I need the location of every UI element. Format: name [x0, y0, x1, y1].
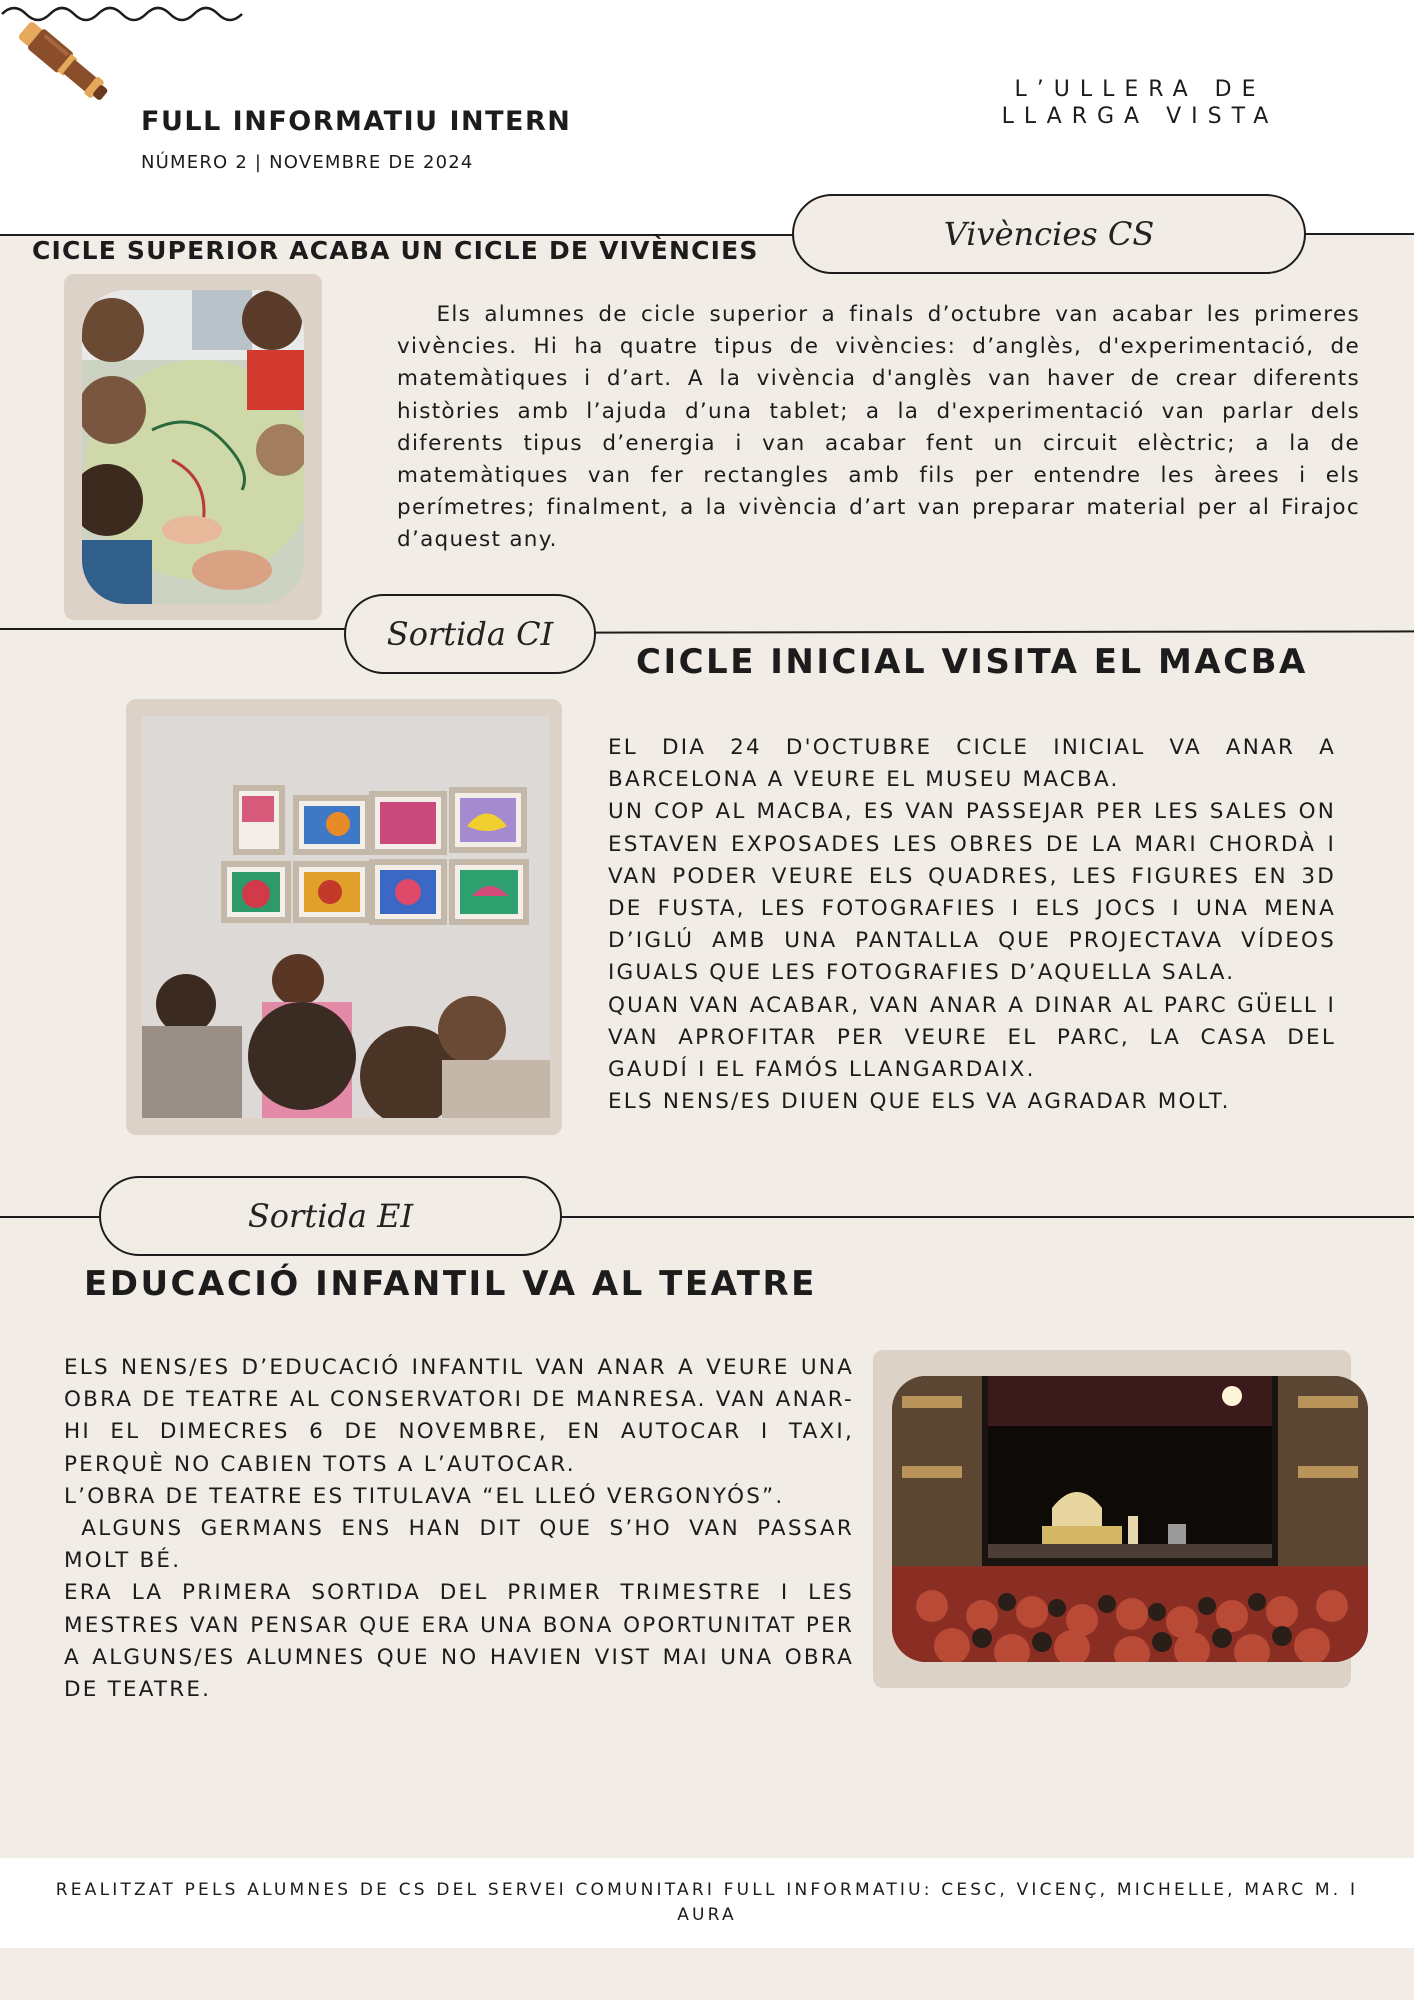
- section-3-paragraph-4: ERA LA PRIMERA SORTIDA DEL PRIMER TRIMESTRE I LES MESTRES VAN PENSAR QUE ERA UNA BONA OPORTUNITAT PER A ALGUNS/ES ALUMNES QUE NO HAVIEN VIST MAI UNA OBRA DE TEATRE.: [64, 1580, 854, 1703]
- section-3-text: [64, 1352, 864, 1706]
- brand-line-1: L’ULLERA DE: [1014, 77, 1266, 102]
- section-tag-vivencies: Vivències CS: [792, 194, 1306, 274]
- section-1-text: [397, 299, 1369, 557]
- section-rule-3-left: [0, 1216, 110, 1218]
- issue-line: NÚMERO 2 | NOVEMBRE DE 2024: [141, 152, 474, 173]
- section-tag-sortida-ei: Sortida EI: [99, 1176, 562, 1256]
- section-3-paragraph-1: ELS NENS/ES D’EDUCACIÓ INFANTIL VAN ANAR A VEURE UNA OBRA DE TEATRE AL CONSERVATORI DE MANRESA. VAN ANAR-HI EL DIMECRES 6 DE NOVEMBRE, EN AUTOCAR I TAXI, PERQUÈ NO CABIEN TOTS A L’AUTOCAR.: [64, 1355, 854, 1477]
- spyglass-icon: [8, 6, 123, 121]
- section-1-paragraph: Els alumnes de cicle superior a finals d’octubre van acabar les primeres vivències. Hi ha quatre tipus de vivències: d’anglès, d'experimentació, de matemàtiques i d’art. A la vivència d'anglès van haver de crear diferents històries amb l’ajuda d’una tablet; a la d'experimentació van parlar dels diferents tipus d’energia i van acabar fent un circuit elèctric; a la de matemàtiques van fer rectangles amb fils per entendre les àrees i els perímetres; finalment, a la vivència d’art van preparar material per al Firajoc d’aquest any.: [397, 302, 1369, 553]
- section-2-paragraph-3: QUAN VAN ACABAR, VAN ANAR A DINAR AL PARC GÜELL I VAN APROFITAR PER VEURE EL PARC, LA CASA DEL GAUDÍ I EL FAMÓS LLANGARDAIX.: [608, 992, 1336, 1083]
- section-3-paragraph-3: ALGUNS GERMANS ENS HAN DIT QUE S’HO VAN PASSAR MOLT BÉ.: [64, 1516, 864, 1574]
- section-rule-2-left: [0, 628, 350, 630]
- section-3-paragraph-2: L’OBRA DE TEATRE ES TITULAVA “EL LLEÓ VERGONYÓS”.: [64, 1483, 785, 1509]
- section-rule-3-right: [556, 1216, 1414, 1218]
- section-rule-1-right: [1300, 233, 1414, 235]
- section-2-paragraph-2: UN COP AL MACBA, ES VAN PASSEJAR PER LES SALES ON ESTAVEN EXPOSADES LES OBRES DE LA MARI CHORDÀ I VAN PODER VEURE ELS QUADRES, LES FIGURES EN 3D DE FUSTA, LES FOTOGRAFIES I ELS JOCS I UNA MENA D’IGLÚ AMB UNA PANTALLA QUE PROJECTAVA VÍDEOS IGUALS QUE LES FOTOGRAFIES D’AQUELLA SALA.: [608, 799, 1336, 986]
- footer-credits: REALITZAT PELS ALUMNES DE CS DEL SERVEI COMUNITARI FULL INFORMATIU: CESC, VICENÇ, MICHELLE, MARC M. I AURA: [0, 1858, 1414, 1948]
- section-2-text: [608, 732, 1336, 1118]
- newsletter-title: FULL INFORMATIU INTERN: [141, 106, 572, 137]
- section-rule-2-right: [590, 630, 1414, 633]
- section-1-headline: CICLE SUPERIOR ACABA UN CICLE DE VIVÈNCIES: [32, 236, 759, 265]
- section-tag-sortida-ci: Sortida CI: [344, 594, 596, 674]
- photo-experiment: [82, 290, 304, 604]
- photo-theatre: [892, 1376, 1368, 1662]
- brand-name: [960, 76, 1320, 130]
- section-2-paragraph-1: EL DIA 24 D'OCTUBRE CICLE INICIAL VA ANAR A BARCELONA A VEURE EL MUSEU MACBA.: [608, 735, 1336, 793]
- section-3-headline: EDUCACIÓ INFANTIL VA AL TEATRE: [84, 1264, 817, 1304]
- section-2-headline: CICLE INICIAL VISITA EL MACBA: [636, 642, 1308, 682]
- brand-line-2: LLARGA VISTA: [1001, 104, 1279, 129]
- photo-macba: [142, 716, 550, 1118]
- section-2-paragraph-4: ELS NENS/ES DIUEN QUE ELS VA AGRADAR MOLT.: [608, 1089, 1231, 1115]
